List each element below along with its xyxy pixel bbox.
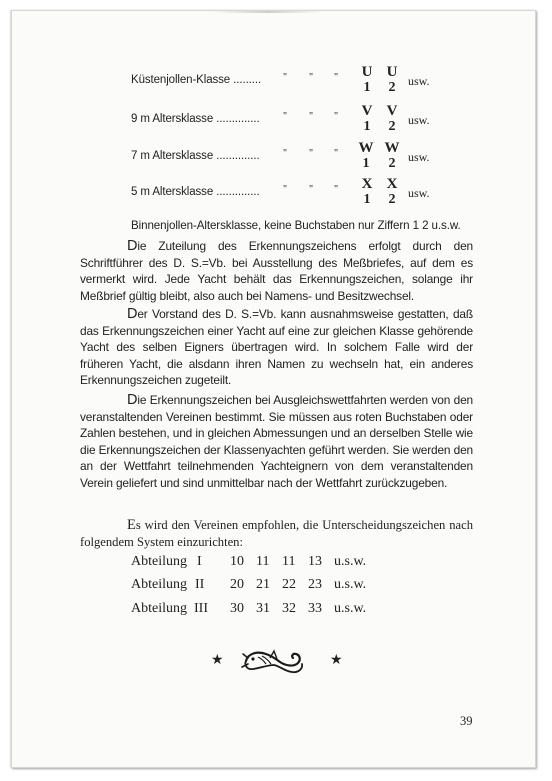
class-number: 1 (362, 156, 370, 171)
class-letter: W (358, 140, 374, 156)
class-symbol (357, 65, 377, 95)
paragraph-initial: D (127, 238, 138, 254)
class-row-kuestenjollen (131, 66, 451, 100)
ditto-mark: " (334, 72, 339, 83)
paragraph-empfehlung (80, 517, 473, 550)
ditto-mark: " (334, 111, 339, 122)
abteilung-value: 11 (256, 554, 270, 569)
abteilung-value: 32 (282, 601, 296, 616)
abteilung-label: Abteilung (131, 577, 187, 592)
paragraph-initial: D (127, 392, 138, 408)
paragraph-ausgleich (80, 392, 473, 492)
class-letter: V (361, 103, 373, 119)
usw-label: usw. (408, 186, 430, 200)
class-number: 1 (363, 119, 371, 134)
class-number: 1 (363, 80, 371, 95)
abteilung-value: 33 (308, 601, 322, 616)
class-letter: U (361, 64, 373, 80)
ditto-mark: " (309, 111, 314, 122)
class-name: 7 m Altersklasse .............. (131, 150, 260, 162)
usw-label: usw. (408, 74, 430, 88)
binnenjollen-note: Binnenjollen-Altersklasse, keine Buchstaben nur Ziffern 1 2 u.s.w. (131, 219, 461, 232)
ditto-mark: " (283, 72, 288, 83)
paragraph-initial: E (127, 517, 136, 533)
abteilung-numeral: II (195, 577, 205, 592)
paragraph-text: er Vorstand des D. S.=Vb. kann ausnahmsweise gestatten, daß das Erkennungszeichen einer Yacht auf eine zur gleichen Klasse gehörende Yacht des selben Eigners übertragen wird. In solchem Falle wird der früheren Yacht, die alsdann ihren Namen zu wechseln hat, ein anderes Erkennungszeichen zugeteilt. (80, 307, 473, 388)
abteilung-numeral: I (197, 554, 202, 569)
class-row-5m (131, 178, 451, 212)
ditto-mark: " (309, 184, 314, 195)
scan-mark (212, 11, 322, 13)
paragraph-vorstand (80, 306, 473, 389)
abteilung-numeral: III (194, 601, 208, 616)
class-symbol (355, 141, 377, 171)
paragraph-text: s wird den Vereinen empfohlen, die Unterscheidungszeichen nach folgendem System einzurichten: (80, 518, 473, 549)
ditto-mark: " (309, 72, 314, 83)
paragraph-zuteilung (80, 238, 473, 304)
class-symbol (357, 104, 377, 134)
paragraph-text: ie Erkennungszeichen bei Ausgleichswettfahrten werden von den veranstaltenden Vereinen bestimmt. Sie müssen aus roten Buchstaben oder Zahlen bestehen, und in gleichen Abmessungen und an derselben Stelle wie die Erkennungszeichen der Klassenyachten geführt werden. Sie werden den an der Wettfahrt teilnehmenden Yachteignern von dem veranstaltenden Verein geliefert und sind unmittelbar nach der Wettfahrt zurückzugeben. (80, 393, 473, 490)
class-number: 2 (388, 192, 396, 207)
class-letter: X (361, 176, 373, 192)
class-letter: U (386, 64, 398, 80)
star-icon: ★ (211, 653, 224, 668)
abteilung-value: 13 (308, 554, 322, 569)
ditto-mark: " (334, 184, 339, 195)
class-symbol (382, 104, 402, 134)
ditto-mark: " (283, 148, 288, 159)
class-letter: W (384, 140, 400, 156)
class-letter: V (386, 103, 398, 119)
class-name: Küstenjollen-Klasse ......... (131, 74, 262, 86)
abteilung-value: 21 (256, 577, 270, 592)
ditto-mark: " (309, 148, 314, 159)
paragraph-initial: D (127, 306, 138, 322)
class-row-7m (131, 142, 451, 176)
abteilung-label: Abteilung (131, 601, 187, 616)
class-name: 5 m Altersklasse .............. (131, 186, 260, 198)
class-number: 2 (388, 119, 396, 134)
class-symbol (382, 65, 402, 95)
class-name: 9 m Altersklasse .............. (131, 113, 260, 125)
paragraph-text: ie Zuteilung des Erkennungszeichens erfolgt durch den Schriftführer des D. S.=Vb. bei Ausstellung des Meßbriefes, auf dem es vermerkt wird. Jede Yacht behält das Erkennungszeichen, solange ihr Meßbrief gültig bleibt, also auch bei Namens- und Besitzwechsel. (80, 239, 473, 303)
abteilung-usw: u.s.w. (334, 577, 367, 592)
class-number: 1 (363, 192, 371, 207)
ditto-mark: " (283, 111, 288, 122)
class-number: 2 (388, 156, 396, 171)
class-symbol (381, 141, 403, 171)
abteilung-value: 22 (282, 577, 296, 592)
usw-label: usw. (408, 113, 430, 127)
class-symbol (382, 177, 402, 207)
abteilung-usw: u.s.w. (334, 601, 367, 616)
abteilung-value: 23 (308, 577, 322, 592)
star-icon: ★ (330, 653, 343, 668)
page-number: 39 (460, 714, 473, 728)
abteilung-label: Abteilung (131, 554, 187, 569)
abteilung-value: 20 (230, 577, 244, 592)
sea-creature-icon (240, 645, 310, 677)
class-letter: X (386, 176, 398, 192)
class-row-9m (131, 105, 451, 139)
abteilung-usw: u.s.w. (334, 554, 367, 569)
abteilung-value: 31 (256, 601, 270, 616)
abteilung-value: 30 (230, 601, 244, 616)
abteilung-value: 11 (282, 554, 296, 569)
abteilung-value: 10 (230, 554, 244, 569)
class-symbol (357, 177, 377, 207)
class-number: 2 (388, 80, 396, 95)
ditto-mark: " (334, 148, 339, 159)
ditto-mark: " (283, 184, 288, 195)
usw-label: usw. (408, 150, 430, 164)
